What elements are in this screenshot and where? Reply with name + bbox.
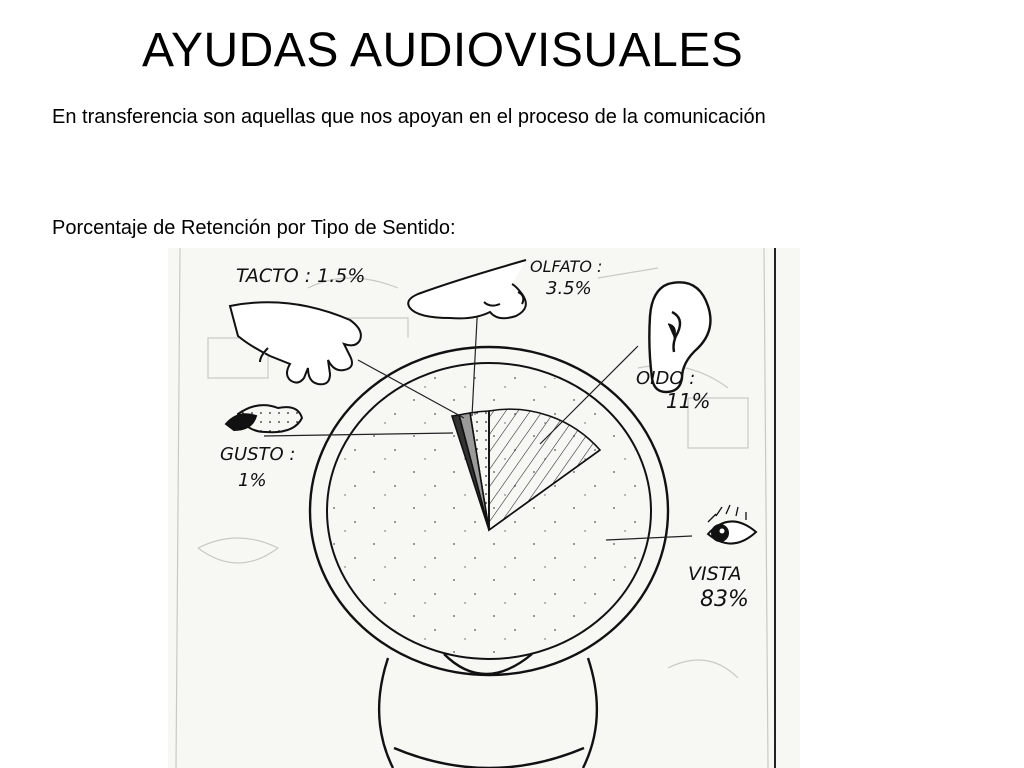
illustration-svg xyxy=(168,248,800,768)
section-heading: Porcentaje de Retención por Tipo de Sentido: xyxy=(52,217,456,239)
label-vista-value: 83% xyxy=(700,587,749,612)
slide-title: AYUDAS AUDIOVISUALES xyxy=(142,24,744,77)
tongue-icon xyxy=(226,405,302,432)
retention-illustration xyxy=(168,248,800,768)
label-oido-name: OIDO : xyxy=(636,368,696,389)
nose-icon xyxy=(408,260,526,318)
label-tacto: TACTO : 1.5% xyxy=(236,265,366,287)
label-gusto-name: GUSTO : xyxy=(220,444,296,465)
eye-icon xyxy=(708,505,756,544)
hand-icon xyxy=(230,302,361,384)
label-olfato-value: 3.5% xyxy=(546,278,592,299)
label-vista-name: VISTA xyxy=(688,563,742,585)
label-olfato-name: OLFATO : xyxy=(530,257,603,276)
label-gusto-value: 1% xyxy=(238,470,267,491)
label-oido-value: 11% xyxy=(666,389,711,413)
slide-subtitle: En transferencia son aquellas que nos apoyan en el proceso de la comunicación xyxy=(52,106,766,128)
